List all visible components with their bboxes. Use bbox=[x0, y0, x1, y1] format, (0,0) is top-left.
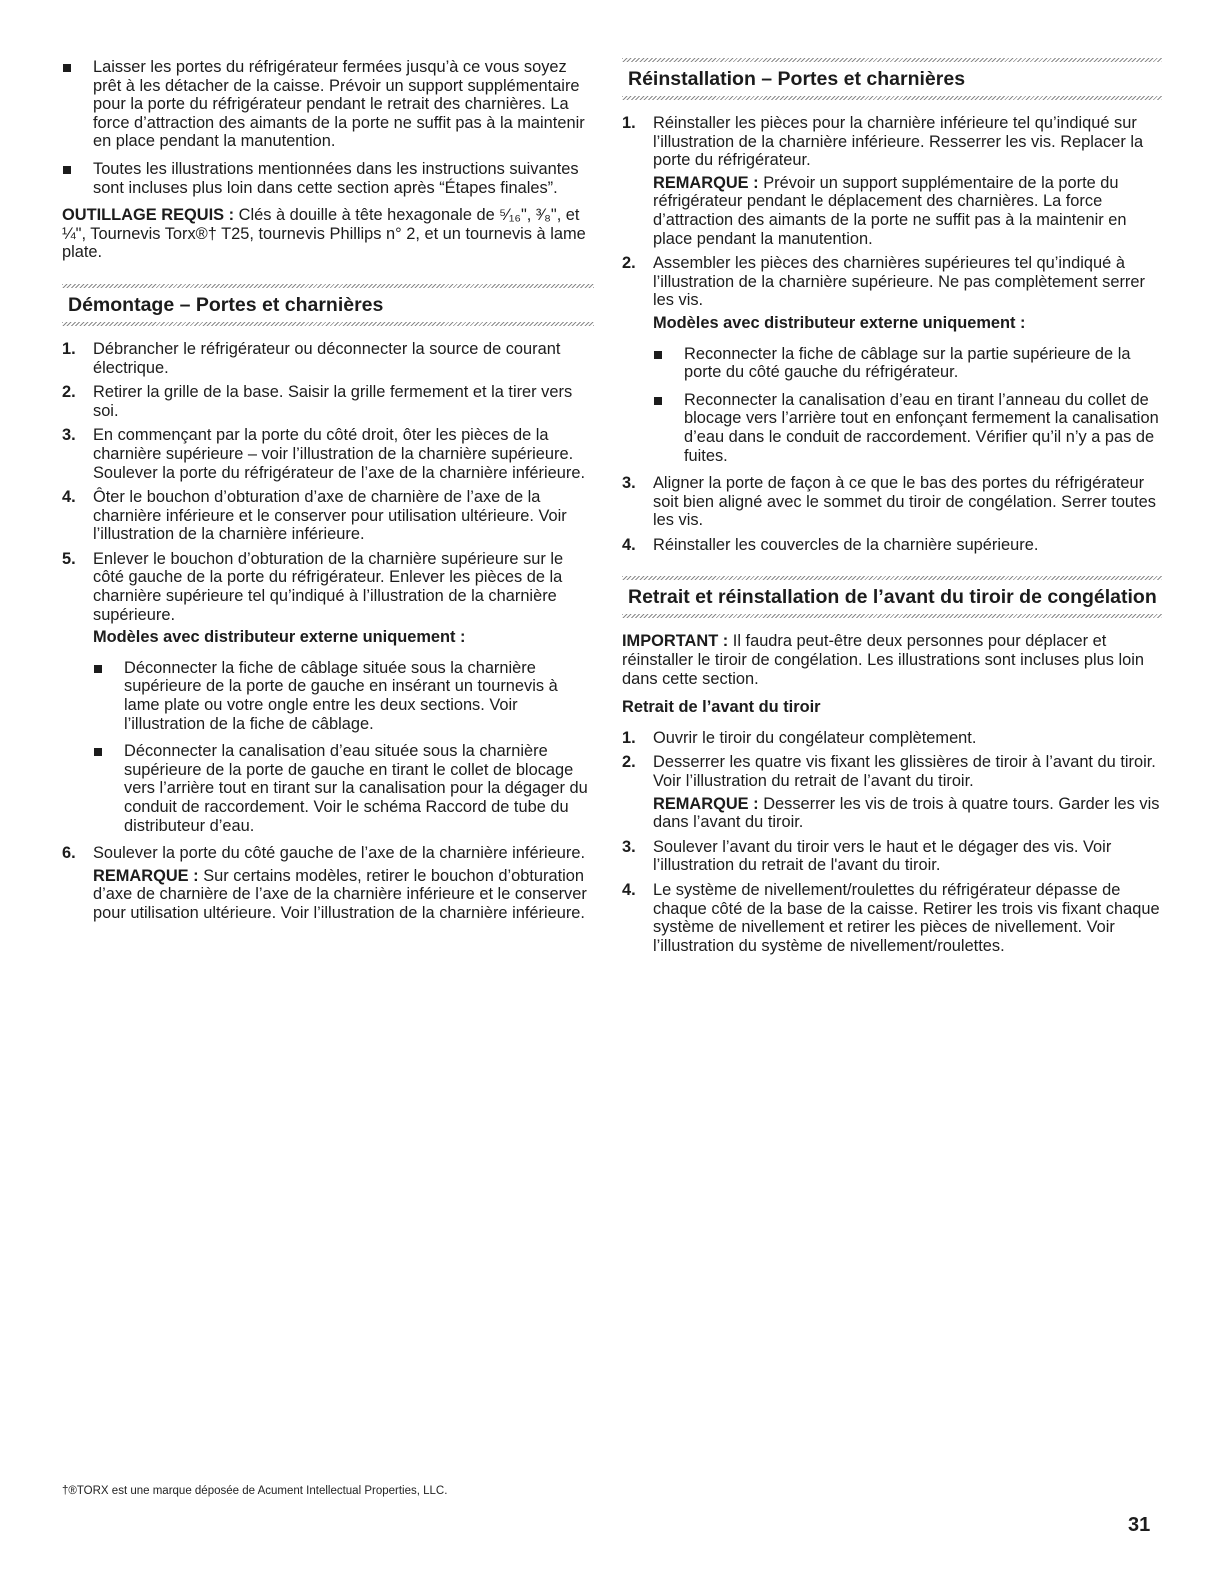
step-number: 3. bbox=[622, 837, 636, 856]
hatch-rule bbox=[622, 614, 1162, 618]
step-number: 1. bbox=[62, 339, 76, 358]
section-header-demontage bbox=[62, 284, 594, 326]
step-item bbox=[62, 844, 594, 922]
note-label: REMARQUE : bbox=[93, 866, 199, 885]
step-item bbox=[622, 881, 1162, 955]
step-item bbox=[622, 753, 1162, 831]
note-label: REMARQUE : bbox=[653, 173, 759, 192]
step-number: 2. bbox=[622, 254, 636, 273]
step-item bbox=[62, 383, 594, 420]
hatch-rule bbox=[62, 322, 594, 326]
section-title: Démontage – Portes et charnières bbox=[68, 293, 384, 316]
intro-bullet-text: Toutes les illustrations mentionnées dans les instructions suivantes sont incluses plus loin dans cette section après “Étapes finales”. bbox=[93, 159, 579, 197]
footnote: †®TORX est une marque déposée de Acument Intellectual Properties, LLC. bbox=[62, 1485, 448, 1497]
step-item bbox=[62, 488, 594, 544]
sub-bullet-text: Reconnecter la fiche de câblage sur la partie supérieure de la porte du côté gauche du réfrigérateur. bbox=[684, 344, 1131, 382]
section-title: Retrait et réinstallation de l’avant du tiroir de congélation bbox=[628, 586, 1157, 609]
step-number: 2. bbox=[622, 753, 636, 772]
step-number: 4. bbox=[622, 881, 636, 899]
note-text: Sur certains modèles, retirer le bouchon d’obturation d’axe de charnière de l’axe de la charnière inférieure et le conserver pour utilisation ultérieure. Voir l’illustration de la charnière inférieure. bbox=[93, 866, 587, 922]
step-text: Le système de nivellement/roulettes du réfrigérateur dépasse de chaque côté de la base de la caisse. Retirer les trois vis fixant chaque système de nivellement et retirer les pièces de nivellement. Voir l’illustration du système de nivellement/roulettes. bbox=[653, 881, 1160, 955]
step-text: Retirer la grille de la base. Saisir la grille fermement et la tirer vers soi. bbox=[93, 383, 573, 420]
step-number: 3. bbox=[622, 474, 636, 493]
important-text: Il faudra peut-être deux personnes pour déplacer et réinstaller le tiroir de congélation. Les illustrations sont incluses plus loin dans cette section. bbox=[622, 632, 1145, 688]
step-number: 5. bbox=[62, 549, 76, 568]
step-text: Réinstaller les couvercles de la charnière supérieure. bbox=[653, 535, 1039, 554]
intro-bullet-text: Laisser les portes du réfrigérateur fermées jusqu’à ce vous soyez prêt à les détacher de la caisse. Prévoir un support supplémentaire pour la porte du réfrigérateur pendant le retrait des charnières. La force d’attraction des aimants de la porte ne suffit pas à la maintenir en place pendant la manutention. bbox=[93, 58, 585, 151]
step-item bbox=[622, 729, 1162, 748]
step-note bbox=[653, 795, 1162, 832]
step-item bbox=[622, 536, 1162, 555]
intro-bullet bbox=[62, 160, 594, 197]
step-text: Enlever le bouchon d’obturation de la charnière supérieure sur le côté gauche de la porte du réfrigérateur. Enlever les pièces de la charnière supérieure tel qu’indiqué à l’illustration de la charnière supérieure. bbox=[93, 549, 564, 624]
models-subheading: Modèles avec distributeur externe uniquement : bbox=[93, 628, 466, 647]
section-title: Réinstallation – Portes et charnières bbox=[628, 68, 966, 90]
note-text: Desserrer les vis de trois à quatre tours. Garder les vis dans l’avant du tiroir. bbox=[653, 794, 1160, 832]
important-label: IMPORTANT : bbox=[622, 632, 729, 651]
step-number: 2. bbox=[62, 383, 76, 402]
step-text: En commençant par la porte du côté droit, ôter les pièces de la charnière supérieure – voir l’illustration de la charnière supérieure. Soulever la porte du réfrigérateur de l’axe de la charnière inférieure. bbox=[93, 426, 585, 482]
models-subheading: Modèles avec distributeur externe uniquement : bbox=[653, 313, 1026, 332]
step-number: 1. bbox=[622, 728, 636, 747]
step-text: Soulever l’avant du tiroir vers le haut et le dégager des vis. Voir l’illustration du retrait de l'avant du tiroir. bbox=[653, 837, 1112, 875]
section-header-tiroir bbox=[622, 576, 1162, 618]
step-item bbox=[622, 838, 1162, 875]
step-item bbox=[62, 426, 594, 482]
sub-bullet bbox=[653, 391, 1162, 465]
tools-label: OUTILLAGE REQUIS : bbox=[62, 206, 235, 225]
step-number: 4. bbox=[62, 488, 76, 507]
step-item bbox=[62, 340, 594, 377]
sub-bullet bbox=[93, 742, 594, 835]
section-header-reinstallation bbox=[622, 58, 1162, 100]
sub-bullet-text: Déconnecter la fiche de câblage située sous la charnière supérieure de la porte de gauche en insérant un tournevis à lame plate ou votre ongle entre les deux sections. Voir l’illustration de la fiche de câblage. bbox=[124, 658, 558, 733]
intro-bullet bbox=[62, 58, 594, 151]
step-item bbox=[622, 114, 1162, 248]
step-number: 3. bbox=[62, 426, 76, 445]
step-text: Réinstaller les pièces pour la charnière inférieure tel qu’indiqué sur l’illustration de la charnière inférieure. Resserrer les vis. Replacer la porte du réfrigérateur. bbox=[653, 114, 1144, 170]
step-text: Desserrer les quatre vis fixant les glissières de tiroir à l’avant du tiroir. Voir l’illustration du retrait de l’avant du tiroir. bbox=[653, 753, 1156, 791]
step-number: 1. bbox=[622, 114, 636, 132]
step-item bbox=[622, 474, 1162, 530]
sub-bullet-text: Reconnecter la canalisation d’eau en tirant l’anneau du collet de blocage vers l’arrière tout en enfonçant fermement la canalisation d’eau dans le conduit de raccordement. Vérifier qu’il n’y a pas de fuites. bbox=[684, 390, 1159, 465]
step-item bbox=[622, 254, 1162, 465]
page-number: 31 bbox=[1128, 1514, 1151, 1536]
step-text: Ouvrir le tiroir du congélateur complètement. bbox=[653, 728, 977, 747]
sub-bullet bbox=[653, 345, 1162, 382]
step-number: 4. bbox=[622, 535, 636, 554]
step-note bbox=[93, 867, 594, 923]
step-text: Soulever la porte du côté gauche de l’axe de la charnière inférieure. bbox=[93, 844, 586, 863]
tools-text: Clés à douille à tête hexagonale de ⁵⁄₁₆", ³⁄₈", et ¼", Tournevis Torx®† T25, tournevis Phillips n° 2, et un tournevis à lame plate. bbox=[62, 206, 586, 262]
step-text: Ôter le bouchon d’obturation d’axe de charnière de l’axe de la charnière inférieure et le conserver pour utilisation ultérieure. Voir l’illustration de la charnière inférieure. bbox=[93, 488, 567, 544]
right-column bbox=[622, 58, 1162, 961]
step-text: Débrancher le réfrigérateur ou déconnecter la source de courant électrique. bbox=[93, 339, 561, 377]
sub-bullet bbox=[93, 659, 594, 733]
note-label: REMARQUE : bbox=[653, 794, 759, 813]
left-column bbox=[62, 58, 594, 929]
step-text: Aligner la porte de façon à ce que le bas des portes du réfrigérateur soit bien aligné avec le sommet du tiroir de congélation. Serrer toutes les vis. bbox=[653, 474, 1156, 530]
sub-bullet-text: Déconnecter la canalisation d’eau située sous la charnière supérieure de la porte de gauche en tirant le collet de blocage vers l’arrière tout en tirant sur la canalisation pour la dégager du conduit de raccordement. Voir le schéma Raccord de tube du distributeur d’eau. bbox=[124, 742, 588, 835]
hatch-rule bbox=[622, 96, 1162, 100]
important-note bbox=[622, 632, 1162, 688]
note-text: Prévoir un support supplémentaire de la porte du réfrigérateur pendant le déplacement des charnières. La force d’attraction des aimants de la porte ne suffit pas à la maintenir en place pendant la manutention. bbox=[653, 173, 1127, 248]
tools-required bbox=[62, 206, 594, 262]
step-text: Assembler les pièces des charnières supérieures tel qu’indiqué à l’illustration de la charnière supérieure. Ne pas complètement serrer les vis. bbox=[653, 254, 1145, 310]
step-number: 6. bbox=[62, 844, 76, 863]
step-item bbox=[62, 550, 594, 835]
step-note bbox=[653, 174, 1162, 248]
drawer-subheading: Retrait de l’avant du tiroir bbox=[622, 698, 821, 717]
